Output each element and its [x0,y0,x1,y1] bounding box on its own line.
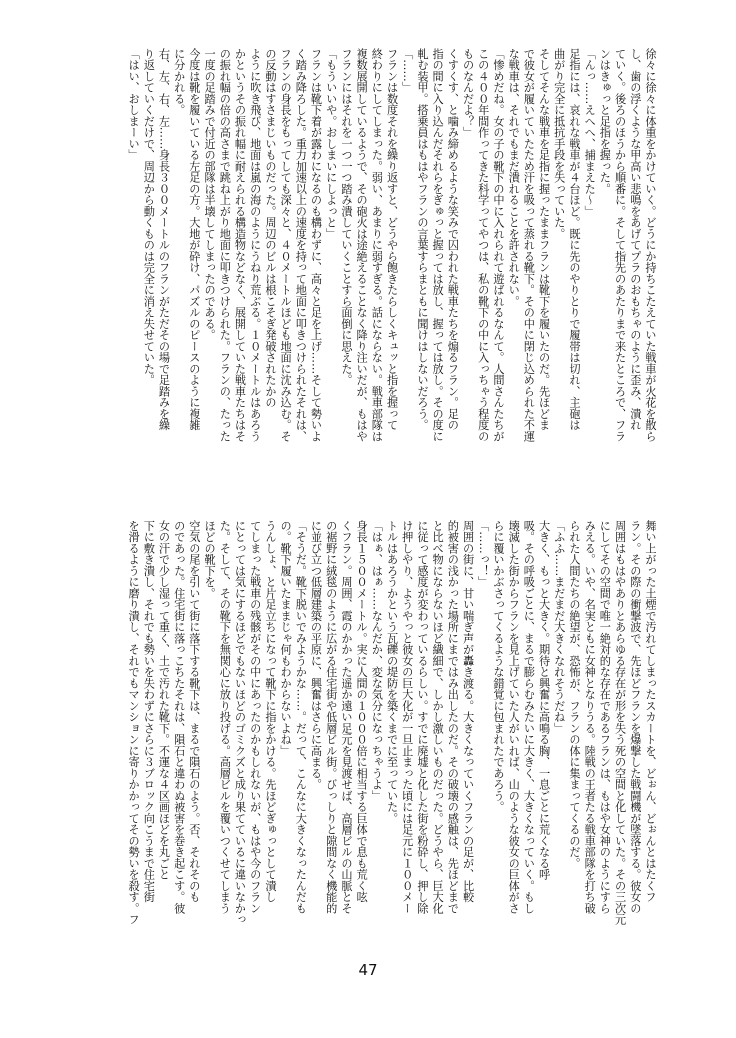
text-line: 周囲はもはやありとあらゆる存在が形を失う死の空間と化していた。その三次元 [613,520,627,925]
text-line: 「惨めだね。女の子の靴下の中に入れられて遊ばれるなんて。人間さんたちが [491,48,505,442]
text-line: 曲がり完全に抵抗手段を失っていた。 [552,48,566,240]
text-line: く踏み降ろした。重力加速以上の速度を持って地面に叩きつけられたそれは、 [294,48,308,442]
text-line: 舞い上がった土煙で汚れてしまったスカートを、どぉん、どぉんとはたくフ [644,520,657,903]
text-line: ンはきゅっと足指を握った。 [598,48,612,195]
text-line: フランは数度それを繰り返すと、どうやら飽きたらしくキュッと指を握って [385,48,399,431]
text-line: ほどの靴下を。 [203,520,217,599]
text-line: くフラン。周囲、霞のかかった遥か遠い足元を見渡せば、高層ビルの山脈とそ [339,520,353,914]
text-line: 指の間に入り込んだそれらをぎゅっと握っては放し、握っては放し。その度に [431,48,445,442]
text-line: の振れ幅の倍の高さまで跳ね上がり地面に叩きつけられた。フランの、たった [218,48,232,442]
text-line: にとっては気にするほどでもないほどのゴミクズと成り果てているに違いなかっ [233,520,247,925]
text-line: 「はぁ、はぁ……なんだか、変な気分になっちゃうよ」 [370,520,384,802]
text-line: 一度の足踏みで付近の部隊は半壊してしまったのである。 [203,48,217,341]
text-line: の反動はすさまじいものだった。周辺のビルは根こそぎ発破されたかの [263,48,277,408]
text-line: フランは靴下着が露わになるのも構わずに、高々と足を上げ……そして勢いよ [309,48,323,442]
text-line: に並び立つ低層建築の平原に、興奮はさらに高まる。 [309,520,323,790]
text-line: 壊滅した街からフランを見上げていた人がいれば、山のような彼女の巨体がさ [507,520,521,914]
text-line: 今度は靴を履いている左足の方。大地が砕け、パズルのピースのように複雑 [187,48,201,431]
text-line: 大きく、もっと大きく。期待と興奮に高鳴る胸、一息ごとに荒くなる呼 [537,520,551,880]
text-line: 的被害の浅かった場所にまではみ出したのだ。その破壊の感触は、先ほどまで [446,520,460,914]
text-line: うんしょ、と片足立ちになって靴下に指をかける。先ほどぎゅっとして潰し [263,520,277,903]
text-line: を滑るように磨り潰し、それでもマンションに寄りかかってその勢いを殺す。フ [127,520,141,925]
text-line: 足指には、哀れな戦車が４台ほど。既に先のやりとりで履帯は切れ、主砲は [567,48,581,431]
text-line: のであった。住宅街に落っこちたそれは、隕石と違わぬ被害を巻き起こす。彼 [172,520,186,914]
text-block-lower [80,520,658,932]
text-line: 複数展開しているようで、その砲火は途絶えることなく降り注いだが、もはや [355,48,369,442]
text-block-upper [80,48,658,460]
text-line: し、歯の浮くような甲高い悲鳴をあげてプラのおもちゃのように歪み、潰れ [628,48,642,431]
text-line: フランにはそれを一つ一つ踏み潰していくことすら面倒に思えた。 [339,48,353,386]
text-line: ものなんだよ？」 [461,48,475,138]
text-line: 「んっ……えへへ、捕まえた～」 [583,48,597,217]
text-line: ラン。その際の衝撃波で、先ほどフランを爆撃した戦闘機が墜落する。彼女の [628,520,642,914]
text-line: の。靴下履いたままじゃ何もわからないよね」 [279,520,293,757]
text-line: 右、左、右、左……身長３００メートルのフランがただその場で足踏みを繰 [157,48,171,431]
text-line: られた人間たちの絶望が、恐怖が、フランの体に集まってくるのだ。 [567,520,581,869]
text-line: に分かれる。 [172,48,186,116]
text-line: り返していくだけで、周辺から動くものは完全に消え失せていた。 [142,48,156,386]
text-line: 「もういいや。おしまいにしよっと」 [324,48,338,240]
text-line: かというその振れ幅に耐えられる構造物などなく、展開していた戦車たちはそ [233,48,247,442]
text-line: 空気の尾を引いて街に落下する靴下は、まるで隕石のよう。否、それそのも [187,520,201,903]
text-line: で彼女が履いていたため汗を吸って蒸れる靴下。その中に閉じ込められた不運 [522,48,536,442]
text-line: 周囲の街に、甘い喘ぎ声が轟き渡る。大きくなっていくフランの足が、比較 [461,520,475,903]
text-line: け押しやり、ようやっと彼女の巨大化が一旦止まった頃には足元に１００メー [400,520,414,914]
text-line: 「はい、おしまーい」 [127,48,141,161]
text-line: そしてそんな戦車を足指に握ったままフランは靴下を履いたのだ。先ほどま [537,48,551,431]
text-line: らに覆いかぶさってくるような錯覚に包まれたであろう。 [491,520,505,813]
text-line: てしまった戦車の残骸がその中にあったのかもしれないが、もはや今のフラン [248,520,262,914]
page-number: 47 [358,961,378,979]
text-line: 「……っ！」 [476,520,490,588]
text-line: 「ふふ……まだまだ大きくなれそうだね」 [552,520,566,734]
text-line: フランの身長をもってしても深々と、４０メートルほども地面に沈み込む。そ [279,48,293,442]
text-line: な戦車は、それでもまだ潰れることを許されない。 [507,48,521,307]
text-line: 吸。その呼吸ごとに、まるで膨らむみたいに大きく、大きくなっていく。もし [522,520,536,914]
text-line: 「そうだ。靴下脱いでみようかな……。だって、こんなに大きくなったんだも [294,520,308,914]
text-line: た。そして、その靴下を無関心に放り投げる。高層ビルを覆いつくせてしまう [218,520,232,914]
text-line: の裾野に絨毯のように広がる住宅街や低層ビル街。びっしりと隙間なく機能的 [324,520,338,914]
text-line: 終わりにしてしまった。弱い、あまりに弱すぎる。話にならない。戦車部隊は [370,48,384,442]
text-line: 徐々に徐々に体重をかけていく。どうにか持ちこたえていた戦車が火花を散ら [644,48,657,442]
text-line: 軋む装甲。搭乗員はもはやフランの言葉すらまともに聞けはしないだろう。 [415,48,429,431]
text-line: にしてその空間で唯一絶対的な存在であるフランは、もはや女神のようにすら [598,520,612,914]
text-line: ように吹き飛び、地面は嵐の海のようにうねり荒ぶる。１０メートルはあろう [248,48,262,442]
text-line: 「……」 [400,48,414,93]
text-line: 下に敷き潰し、それでも勢いを失わずにさらに３ブロック向こうまで住宅街 [142,520,156,903]
text-line: 身長１５００メートル。実に人間の１０００倍に相当する巨体で息も荒く呟 [355,520,369,903]
text-line: みえる。いや、名実ともに女神となりうる。陸戦の王者たる戦車部隊を打ち破 [583,520,597,914]
text-line: に従って感度が変わっているらしい。すでに廃墟と化した街を粉砕し、押し除 [415,520,429,914]
text-line: この４００年間作ってきた科学ってやつは、私の靴下の中に入っちゃう程度の [476,48,490,442]
text-line: トルはあろうかという瓦礫の堤防を築くまでに至っていた。 [385,520,399,824]
text-line: くすくす、と噛み締めるような笑みで囚われた戦車たちを煽るフラン。足の [446,48,460,431]
text-line: と比べ物にならないほど繊細で、しかし激しいものだった。どうやら、巨大化 [431,520,445,914]
text-line: 女の汗で少し湿って重く、土で汚れた靴下。不運な４区画ほどを丸ごと [157,520,171,880]
text-line: ていく。後ろのほうから順番に。そして指先のあたりまで来たところで、フラ [613,48,627,442]
